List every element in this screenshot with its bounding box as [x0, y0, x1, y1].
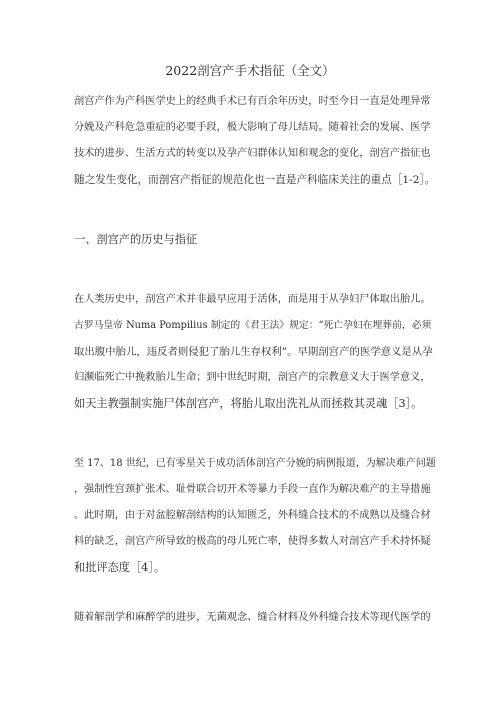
- paragraph-line: ，强制性宫颈扩张术、耻骨联合切开术等暴力手段一直作为解决难产的主导措施: [74, 484, 431, 495]
- paragraph-line: 。此时期，由于对盆腔解剖结构的认知匮乏，外科缝合技术的不成熟以及缝合材: [74, 510, 431, 521]
- document-title: 2022剖宫产手术指征（全文）: [165, 63, 335, 78]
- paragraph-line: 取出腹中胎儿，违反者则侵犯了胎儿生存权利”。早期剖宫产的医学意义是从孕: [74, 346, 433, 358]
- paragraph-line: 古罗马皇帝 Numa Pompilius 制定的《君王法》规定：“死亡孕妇在埋葬前，必须: [74, 320, 432, 331]
- paragraph-line: 料的缺乏，剖宫产所导致的极高的母儿死亡率，使得多数人对剖宫产手术持怀疑: [74, 536, 431, 547]
- paragraph-line: 如天主教强制实施尸体剖宫产，将胎儿取出洗礼从而拯救其灵魂［3］。: [74, 397, 423, 410]
- paragraph-line: 妇濒临死亡中挽救胎儿生命；到中世纪时期，剖宫产的宗教意义大于医学意义，: [74, 372, 431, 383]
- paragraph-line: 技术的进步、生活方式的转变以及孕产妇群体认知和观念的变化，剖宫产指征也: [74, 148, 431, 159]
- paragraph-line: 剖宫产作为产科医学史上的经典手术已有百余年历史，时至今日一直是处理异常: [74, 96, 431, 107]
- section-heading: 一、剖宫产的历史与指征: [74, 233, 198, 246]
- paragraph-line: 至 17、18 世纪，已有零星关于成功活体剖宫产分娩的病例报道，为解决难产问题: [74, 458, 436, 469]
- paragraph-line: 随之发生变化，而剖宫产指征的规范化也一直是产科临床关注的重点［1-2］。: [74, 174, 436, 186]
- paragraph-line: 随着解剖学和麻醉学的进步，无菌观念、缝合材料及外科缝合技术等现代医学的: [74, 612, 431, 623]
- paragraph-line: 在人类历史中，剖宫产术并非最早应用于活体，而是用于从孕妇尸体取出胎儿。: [74, 294, 431, 305]
- paragraph-line: 和批评态度［4］。: [74, 561, 166, 574]
- paragraph-line: 分娩及产科危急重症的必要手段，极大影响了母儿结局。随着社会的发展、医学: [74, 122, 431, 133]
